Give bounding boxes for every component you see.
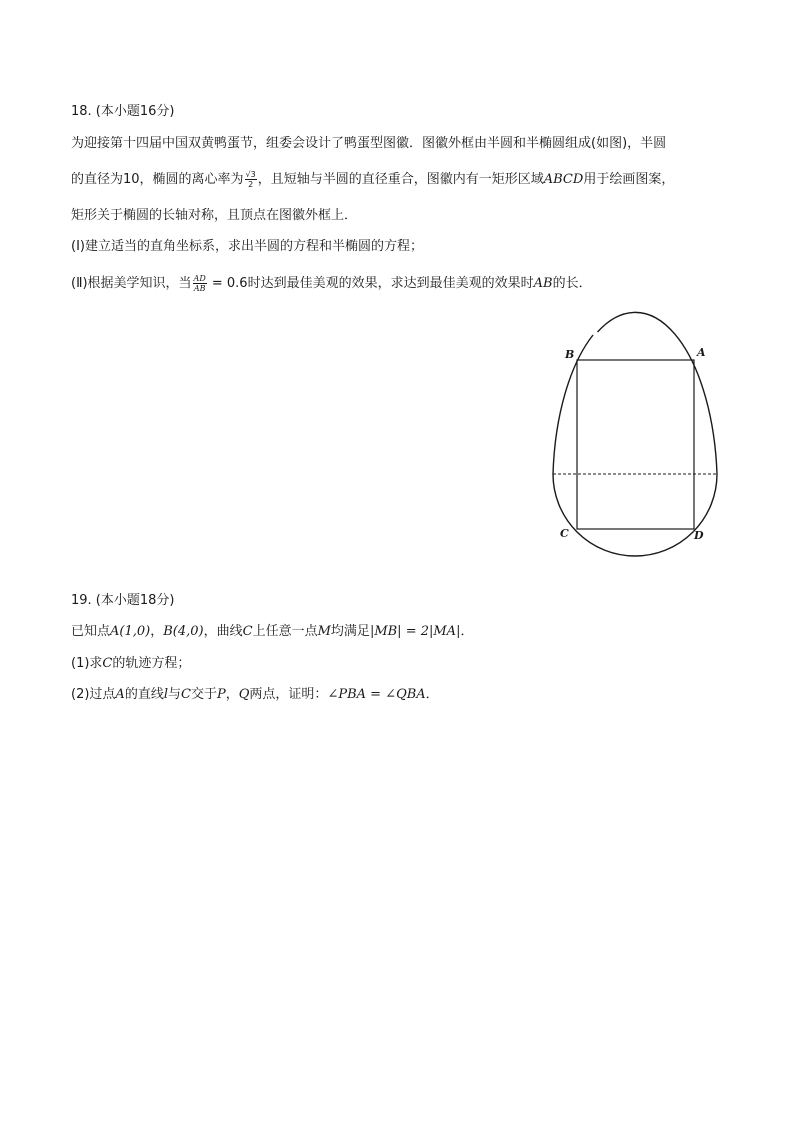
q19-part2-point-p: P bbox=[216, 687, 226, 702]
q18-part2-b: = 0.6 bbox=[207, 276, 248, 291]
q18-line2-part-c: 用于绘画图案， bbox=[583, 172, 675, 187]
q19-part1-b: 的轨迹方程； bbox=[112, 656, 191, 671]
q18-part2-a: (Ⅱ)根据美学知识，当 bbox=[71, 276, 192, 291]
q19-part2-c: 与 bbox=[168, 687, 182, 702]
q19-point-m: M bbox=[317, 624, 331, 639]
ratio-fraction bbox=[193, 274, 207, 293]
q18-text-line2 bbox=[71, 170, 674, 189]
q19-condition-equation: |MB| = 2|MA| bbox=[369, 624, 461, 639]
eccentricity-fraction bbox=[245, 170, 257, 189]
q19-part2-g: ． bbox=[425, 687, 439, 702]
q18-text-line1: 为迎接第十四届中国双黄鸭蛋节，组委会设计了鸭蛋型图徽．图徽外框由半圆和半椭圆组成(如图)，半圆 bbox=[71, 136, 667, 151]
q19-part1 bbox=[71, 655, 190, 673]
q19-line1-a: 已知点 bbox=[71, 624, 111, 639]
ratio-numerator: AD bbox=[193, 274, 206, 283]
eccentricity-numerator: √3 bbox=[245, 170, 256, 179]
q19-part2-curve-c: C bbox=[181, 687, 191, 702]
half-ellipse-outline bbox=[598, 312, 718, 474]
q18-part2 bbox=[71, 274, 592, 293]
q19-part2-angle-equation: ∠PBA = ∠QBA bbox=[327, 687, 426, 702]
q19-part2-line-l: l bbox=[163, 687, 168, 702]
eccentricity-denominator: 2 bbox=[248, 180, 254, 189]
q18-text-line3: 矩形关于椭圆的长轴对称，且顶点在图徽外框上． bbox=[71, 208, 358, 223]
q19-line1-c: ，曲线 bbox=[203, 624, 243, 639]
q18-line2-math-abcd: ABCD bbox=[543, 172, 584, 187]
q19-text-line1 bbox=[71, 623, 473, 641]
q19-line1-e: 均满足 bbox=[330, 624, 370, 639]
q19-point-b: B(4,0) bbox=[163, 624, 204, 639]
rectangle-abcd bbox=[577, 360, 694, 529]
egg-emblem-figure bbox=[548, 306, 724, 558]
label-b: B bbox=[565, 348, 575, 361]
q19-part2-e: ， bbox=[225, 687, 239, 702]
q19-heading: 19. (本小题18分) bbox=[71, 593, 175, 608]
q19-part1-curve-c: C bbox=[102, 656, 113, 671]
q18-part2-c: 时达到最佳美观的效果，求达到最佳美观的效果时 bbox=[247, 276, 534, 291]
q19-part2-a: (2)过点 bbox=[71, 687, 116, 702]
q18-heading: 18. (本小题16分) bbox=[71, 104, 175, 119]
q19-curve-c: C bbox=[242, 624, 253, 639]
label-c: C bbox=[560, 527, 569, 540]
q18-line2-part-b: ，且短轴与半圆的直径重合，图徽内有一矩形区域 bbox=[257, 172, 544, 187]
q19-line1-d: 上任意一点 bbox=[252, 624, 318, 639]
q19-part2 bbox=[71, 686, 439, 704]
q19-part2-f: 两点，证明： bbox=[249, 687, 328, 702]
q19-point-a: A(1,0) bbox=[110, 624, 151, 639]
ratio-denominator: AB bbox=[193, 284, 206, 293]
q19-part2-point-a: A bbox=[115, 687, 125, 702]
q19-part2-d: 交于 bbox=[190, 687, 217, 702]
q18-part1: (Ⅰ)建立适当的直角坐标系，求出半圆的方程和半椭圆的方程； bbox=[71, 239, 423, 254]
label-a: A bbox=[697, 346, 706, 359]
q19-part2-b: 的直线 bbox=[124, 687, 164, 702]
q18-part2-math-ab: AB bbox=[533, 276, 553, 291]
q19-part2-point-q: Q bbox=[238, 687, 250, 702]
q18-line2-part-a: 的直径为10，椭圆的离心率为 bbox=[71, 172, 244, 187]
label-d: D bbox=[694, 529, 704, 542]
q19-line1-f: ． bbox=[460, 624, 474, 639]
q18-part2-d: 的长． bbox=[552, 276, 592, 291]
q19-part1-a: (1)求 bbox=[71, 656, 103, 671]
q19-line1-b: ， bbox=[150, 624, 164, 639]
